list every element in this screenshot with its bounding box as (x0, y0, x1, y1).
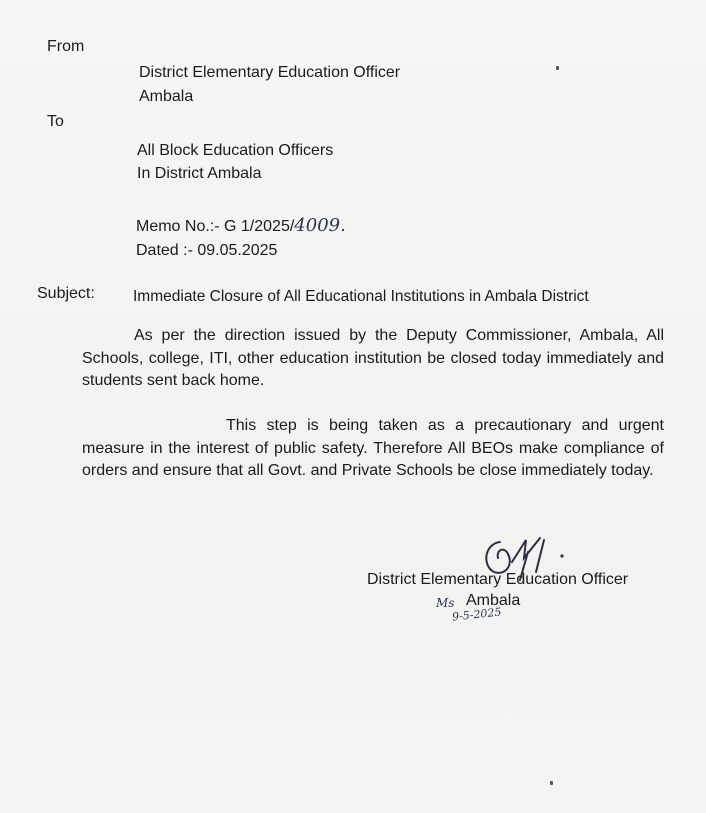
signature-place: Ambala (466, 592, 521, 609)
memo-number (136, 216, 346, 237)
to-label: To (47, 113, 64, 130)
to-recipient-title: All Block Education Officers (137, 142, 334, 159)
scan-speck (550, 781, 553, 785)
from-sender-title: District Elementary Education Officer (139, 64, 401, 81)
body-paragraph-2: This step is being taken as a precautionary and urgent measure in the interest of public safety. Therefore All BEOs make compliance of orders and ensure that all Govt. and Private Schools be close immediately today. (82, 417, 664, 479)
from-label: From (47, 38, 85, 55)
subject-text: Immediate Closure of All Educational Institutions in Ambala District (133, 288, 589, 305)
memo-number-handwritten: 4009. (294, 215, 346, 236)
memo-date: Dated :- 09.05.2025 (136, 242, 278, 259)
signature-date: 9-5-2025 (451, 605, 502, 624)
subject-label: Subject: (37, 285, 95, 302)
from-sender-place: Ambala (139, 88, 194, 105)
body-paragraph-1: As per the direction issued by the Deputy Commissioner, Ambala, All Schools, college, ITI, other education institution be closed today immediately and students sent back home. (82, 327, 664, 389)
signature-designation: District Elementary Education Officer (367, 571, 629, 588)
to-recipient-place: In District Ambala (137, 165, 262, 182)
memo-number-prefix: Memo No.:- G 1/2025/ (136, 218, 295, 235)
signature-initials: Ms (436, 596, 455, 610)
scan-speck (556, 66, 559, 70)
